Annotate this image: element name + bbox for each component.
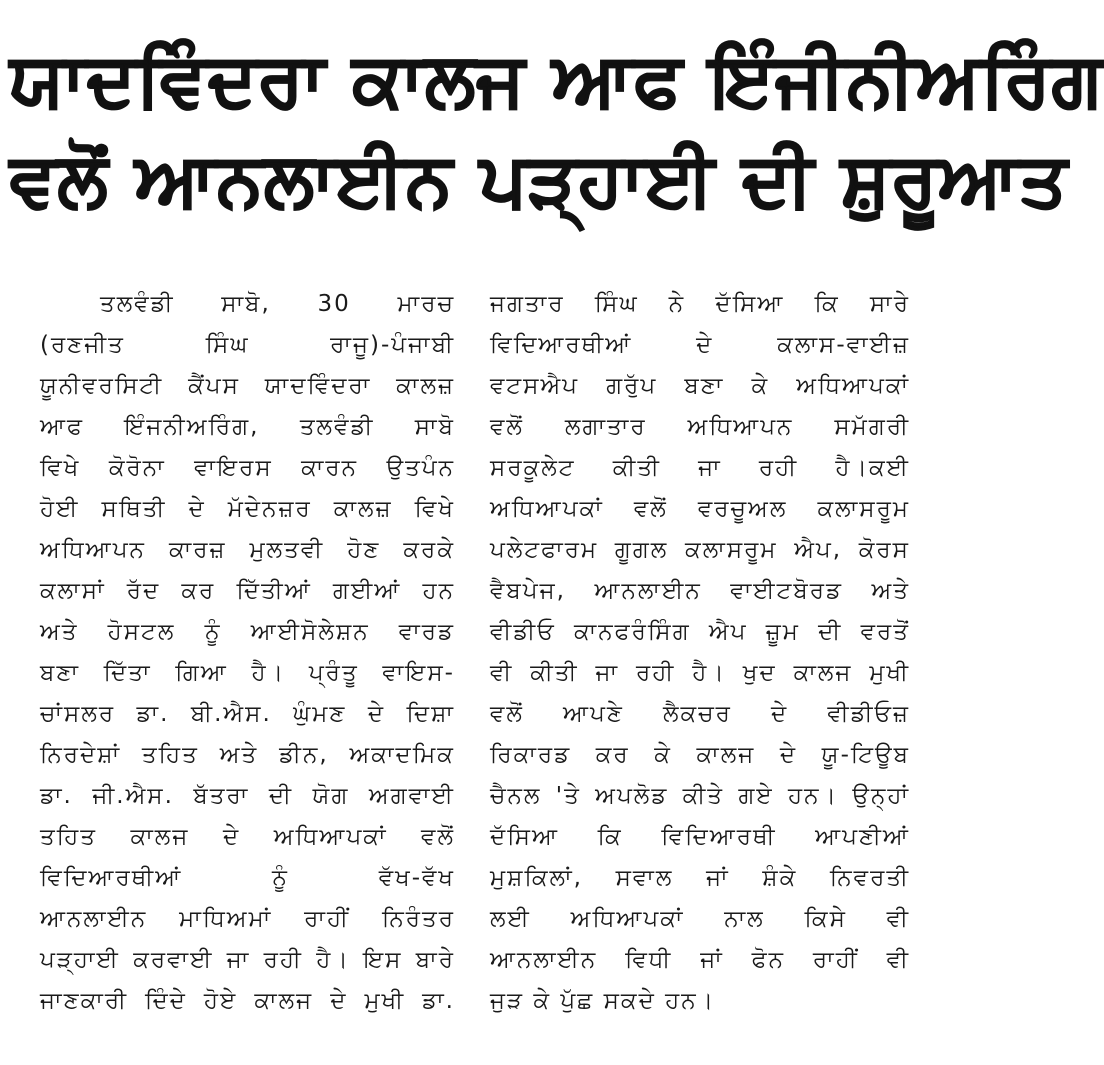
article-column-left (40, 284, 455, 1022)
article-line: ਬਣਾ ਦਿੱਤਾ ਗਿਆ ਹੈ। ਪ੍ਰੰਤੂ ਵਾਇਸ- (40, 660, 455, 686)
article-line: ਅਧਿਆਪਨ ਕਾਰਜ਼ ਮੁਲਤਵੀ ਹੋਣ ਕਰਕੇ (40, 537, 455, 563)
article-line: ਹੋਈ ਸਥਿਤੀ ਦੇ ਮੱਦੇਨਜ਼ਰ ਕਾਲਜ਼ ਵਿਖੇ (40, 496, 455, 522)
article-line: ਪਲੇਟਫਾਰਮ ਗੂਗਲ ਕਲਾਸਰੂਮ ਐਪ, ਕੋਰਸ (490, 537, 910, 563)
article-line: ਵੀਡੀਓ ਕਾਨਫਰੰਸਿੰਗ ਐਪ ਜ਼ੂਮ ਦੀ ਵਰਤੋਂ (490, 619, 910, 645)
article-line: ਤਹਿਤ ਕਾਲਜ ਦੇ ਅਧਿਆਪਕਾਂ ਵਲੋਂ (40, 824, 455, 850)
article-line: ਅਤੇ ਹੋਸਟਲ ਨੂੰ ਆਈਸੋਲੇਸ਼ਨ ਵਾਰਡ (40, 619, 455, 645)
article-line: ਡਾ. ਜੀ.ਐਸ. ਬੱਤਰਾ ਦੀ ਯੋਗ ਅਗਵਾਈ (40, 783, 455, 809)
article-line: ਆਨਲਾਈਨ ਮਾਧਿਅਮਾਂ ਰਾਹੀਂ ਨਿਰੰਤਰ (40, 906, 455, 932)
headline (10, 30, 1104, 230)
article-column-right (490, 284, 910, 1022)
headline-line-2: ਵਲੋਂ ਆਨਲਾਈਨ ਪੜ੍ਹਾਈ ਦੀ ਸ਼ੁਰੂਆਤ (10, 137, 1068, 223)
article-line: ਜੁੜ ਕੇ ਪੁੱਛ ਸਕਦੇ ਹਨ। (490, 988, 716, 1014)
article-line: ਤਲਵੰਡੀ ਸਾਬੋ, 30 ਮਾਰਚ (100, 291, 455, 317)
article-line: ਵਿਦਿਆਰਥੀਆਂ ਦੇ ਕਲਾਸ-ਵਾਈਜ਼ (490, 332, 910, 358)
article-line: ਵਲੋਂ ਆਪਣੇ ਲੈਕਚਰ ਦੇ ਵੀਡੀਓਜ਼ (490, 701, 910, 727)
article-line: ਸਰਕੂਲੇਟ ਕੀਤੀ ਜਾ ਰਹੀ ਹੈ।ਕਈ (490, 455, 910, 481)
article-line: ਆਫ ਇੰਜਨੀਅਰਿੰਗ, ਤਲਵੰਡੀ ਸਾਬੋ (40, 414, 455, 440)
article-line: ਕਲਾਸਾਂ ਰੱਦ ਕਰ ਦਿੱਤੀਆਂ ਗਈਆਂ ਹਨ (40, 578, 455, 604)
article-line: ਪੜ੍ਹਾਈ ਕਰਵਾਈ ਜਾ ਰਹੀ ਹੈ। ਇਸ ਬਾਰੇ (40, 947, 455, 973)
article-line: ਜਾਣਕਾਰੀ ਦਿੰਦੇ ਹੋਏ ਕਾਲਜ ਦੇ ਮੁਖੀ ਡਾ. (40, 988, 455, 1014)
article-line: ਵੈਬਪੇਜ, ਆਨਲਾਈਨ ਵਾਈਟਬੋਰਡ ਅਤੇ (490, 578, 910, 604)
article-line: ਰਿਕਾਰਡ ਕਰ ਕੇ ਕਾਲਜ ਦੇ ਯੂ-ਟਿਊਬ (490, 742, 910, 768)
article-line: ਨਿਰਦੇਸ਼ਾਂ ਤਹਿਤ ਅਤੇ ਡੀਨ, ਅਕਾਦਮਿਕ (40, 742, 455, 768)
article-line: ਜਗਤਾਰ ਸਿੰਘ ਨੇ ਦੱਸਿਆ ਕਿ ਸਾਰੇ (490, 291, 910, 317)
article-line: ਅਧਿਆਪਕਾਂ ਵਲੋਂ ਵਰਚੂਅਲ ਕਲਾਸਰੂਮ (490, 496, 910, 522)
headline-line-1: ਯਾਦਵਿੰਦਰਾ ਕਾਲਜ ਆਫ ਇੰਜੀਨੀਅਰਿੰਗ (10, 37, 1104, 123)
article-line: (ਰਣਜੀਤ ਸਿੰਘ ਰਾਜੂ)-ਪੰਜਾਬੀ (40, 332, 455, 358)
article-line: ਚਾਂਸਲਰ ਡਾ. ਬੀ.ਐਸ. ਘੁੰਮਣ ਦੇ ਦਿਸ਼ਾ (40, 701, 455, 727)
article-line: ਵਲੋਂ ਲਗਾਤਾਰ ਅਧਿਆਪਨ ਸਮੱਗਰੀ (490, 414, 910, 440)
article-line: ਦੱਸਿਆ ਕਿ ਵਿਦਿਆਰਥੀ ਆਪਣੀਆਂ (490, 824, 910, 850)
article-line: ਵਿਖੇ ਕੋਰੋਨਾ ਵਾਇਰਸ ਕਾਰਨ ਉਤਪੰਨ (40, 455, 455, 481)
article-line: ਚੈਨਲ 'ਤੇ ਅਪਲੋਡ ਕੀਤੇ ਗਏ ਹਨ। ਉਨ੍ਹਾਂ (490, 783, 910, 809)
article-line: ਵੀ ਕੀਤੀ ਜਾ ਰਹੀ ਹੈ। ਖੁਦ ਕਾਲਜ ਮੁਖੀ (490, 660, 910, 686)
article-line: ਆਨਲਾਈਨ ਵਿਧੀ ਜਾਂ ਫੋਨ ਰਾਹੀਂ ਵੀ (490, 947, 910, 973)
article-line: ਵਿਦਿਆਰਥੀਆਂ ਨੂੰ ਵੱਖ-ਵੱਖ (40, 865, 455, 891)
article-line: ਮੁਸ਼ਕਿਲਾਂ, ਸਵਾਲ ਜਾਂ ਸ਼ੰਕੇ ਨਿਵਰਤੀ (490, 865, 910, 891)
article-line: ਵਟਸਐਪ ਗਰੁੱਪ ਬਣਾ ਕੇ ਅਧਿਆਪਕਾਂ (490, 373, 910, 399)
article-line: ਲਈ ਅਧਿਆਪਕਾਂ ਨਾਲ ਕਿਸੇ ਵੀ (490, 906, 910, 932)
article-line: ਯੂਨੀਵਰਸਿਟੀ ਕੈਂਪਸ ਯਾਦਵਿੰਦਰਾ ਕਾਲਜ਼ (40, 373, 455, 399)
